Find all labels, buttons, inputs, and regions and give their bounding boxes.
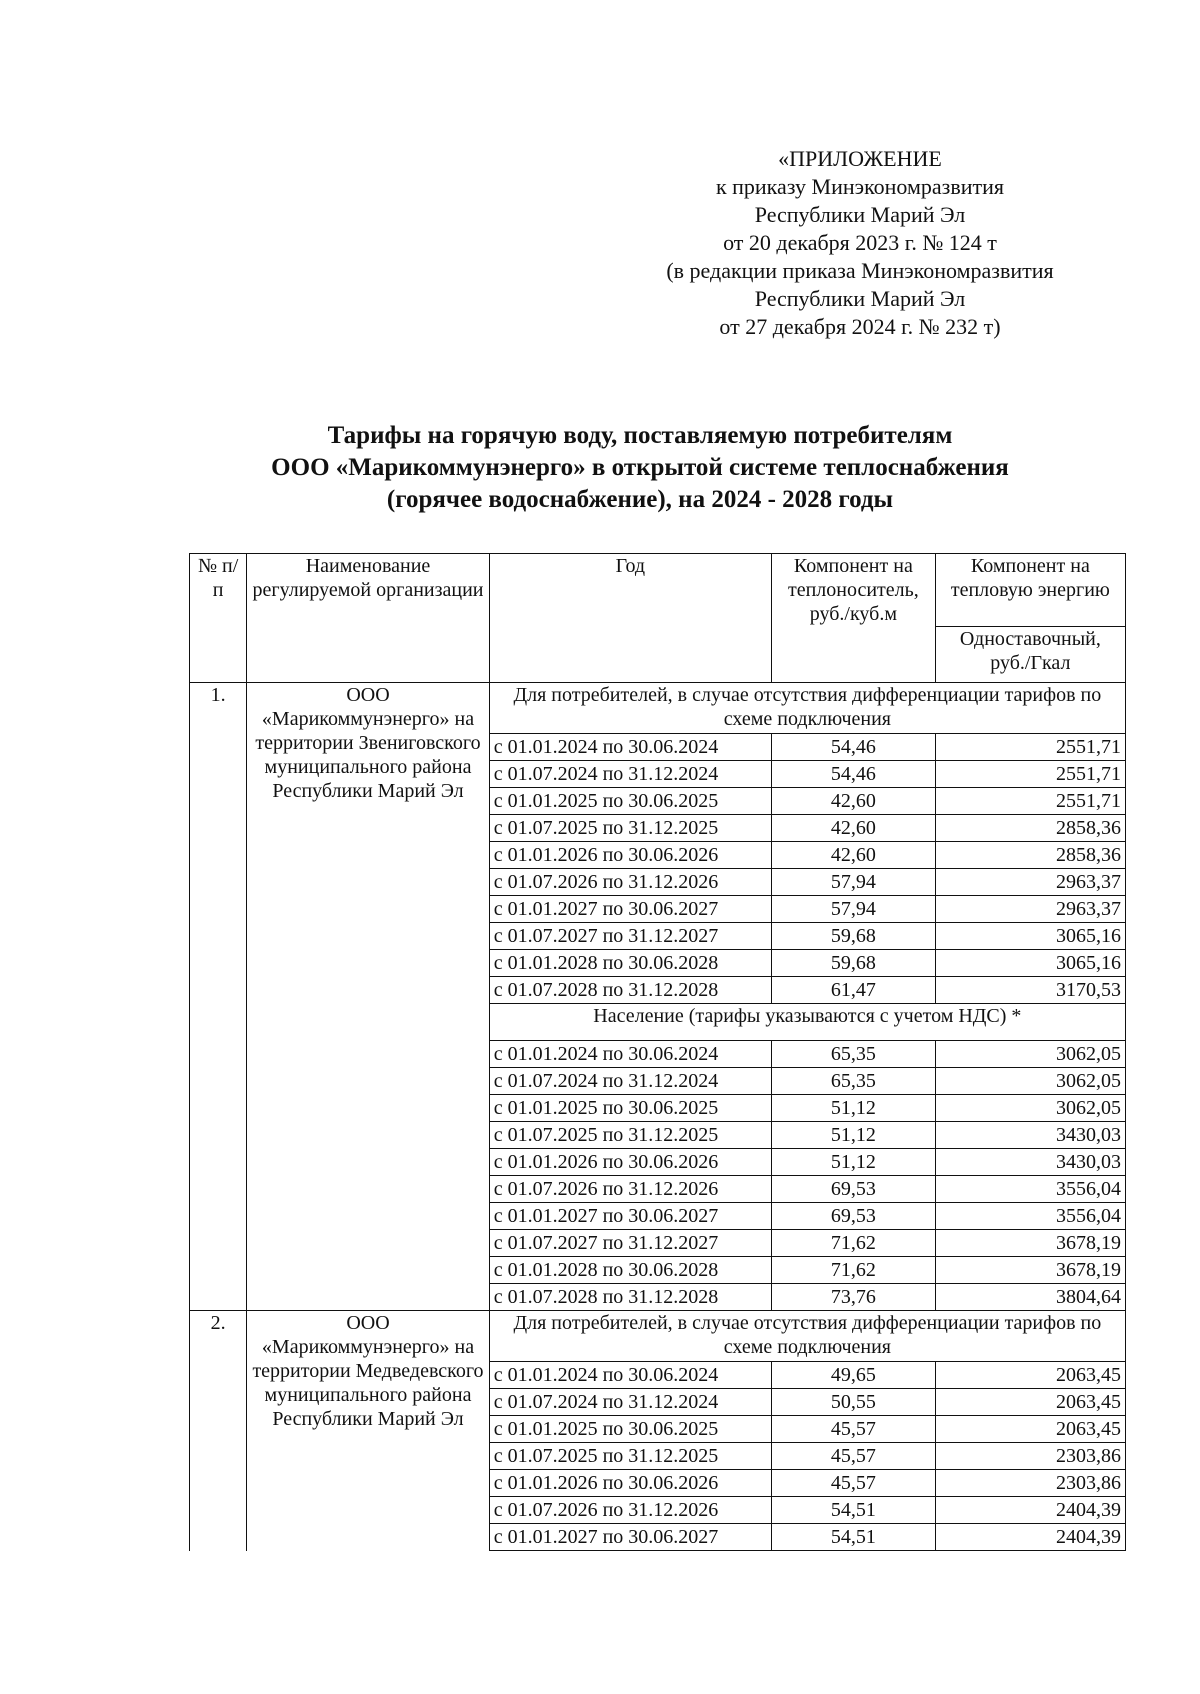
col-header-energy: Компонент на тепловую энергию bbox=[935, 554, 1125, 627]
period-cell: с 01.07.2024 по 31.12.2024 bbox=[489, 1389, 771, 1416]
period-cell: с 01.07.2028 по 31.12.2028 bbox=[489, 1284, 771, 1311]
section-organization: ООО «Марикоммунэнерго» на территории Звениговского муниципального района Республики Марий Эл bbox=[247, 683, 489, 1311]
energy-cell: 2551,71 bbox=[935, 761, 1125, 788]
period-cell: с 01.01.2027 по 30.06.2027 bbox=[489, 896, 771, 923]
carrier-cell: 57,94 bbox=[772, 896, 936, 923]
carrier-cell: 54,51 bbox=[772, 1524, 936, 1551]
header-line: Республики Марий Эл bbox=[754, 286, 966, 311]
period-cell: с 01.07.2024 по 31.12.2024 bbox=[489, 761, 771, 788]
energy-cell: 3430,03 bbox=[935, 1122, 1125, 1149]
section-number: 2. bbox=[190, 1311, 247, 1551]
energy-cell: 3804,64 bbox=[935, 1284, 1125, 1311]
energy-cell: 2063,45 bbox=[935, 1362, 1125, 1389]
energy-cell: 2404,39 bbox=[935, 1497, 1125, 1524]
energy-cell: 3678,19 bbox=[935, 1257, 1125, 1284]
carrier-cell: 65,35 bbox=[772, 1068, 936, 1095]
carrier-cell: 45,57 bbox=[772, 1416, 936, 1443]
title-line: ООО «Марикоммунэнерго» в открытой системе теплоснабжения bbox=[271, 454, 1009, 481]
group-label: Население (тарифы указываются с учетом НДС) * bbox=[489, 1004, 1125, 1041]
section-number: 1. bbox=[190, 683, 247, 1311]
energy-cell: 3062,05 bbox=[935, 1041, 1125, 1068]
carrier-cell: 54,46 bbox=[772, 734, 936, 761]
energy-cell: 3430,03 bbox=[935, 1149, 1125, 1176]
carrier-cell: 65,35 bbox=[772, 1041, 936, 1068]
energy-cell: 2551,71 bbox=[935, 734, 1125, 761]
period-cell: с 01.01.2025 по 30.06.2025 bbox=[489, 788, 771, 815]
carrier-cell: 51,12 bbox=[772, 1095, 936, 1122]
period-cell: с 01.01.2026 по 30.06.2026 bbox=[489, 842, 771, 869]
carrier-cell: 57,94 bbox=[772, 869, 936, 896]
period-cell: с 01.07.2024 по 31.12.2024 bbox=[489, 1068, 771, 1095]
title-line: Тарифы на горячую воду, поставляемую потребителям bbox=[327, 422, 953, 449]
energy-cell: 3062,05 bbox=[935, 1095, 1125, 1122]
energy-cell: 2404,39 bbox=[935, 1524, 1125, 1551]
carrier-cell: 45,57 bbox=[772, 1470, 936, 1497]
carrier-cell: 51,12 bbox=[772, 1149, 936, 1176]
period-cell: с 01.07.2027 по 31.12.2027 bbox=[489, 1230, 771, 1257]
period-cell: с 01.01.2025 по 30.06.2025 bbox=[489, 1416, 771, 1443]
col-header-org: Наименование регулируемой организации bbox=[247, 554, 489, 683]
group-label-row bbox=[190, 1311, 1126, 1362]
energy-cell: 2303,86 bbox=[935, 1443, 1125, 1470]
period-cell: с 01.01.2024 по 30.06.2024 bbox=[489, 1362, 771, 1389]
table-header-row bbox=[190, 554, 1126, 627]
carrier-cell: 73,76 bbox=[772, 1284, 936, 1311]
header-line: Республики Марий Эл bbox=[754, 202, 966, 227]
col-header-year: Год bbox=[489, 554, 771, 683]
carrier-cell: 54,46 bbox=[772, 761, 936, 788]
period-cell: с 01.01.2027 по 30.06.2027 bbox=[489, 1203, 771, 1230]
section-organization: ООО «Марикоммунэнерго» на территории Медведевского муниципального района Республики Марий Эл bbox=[247, 1311, 489, 1551]
period-cell: с 01.07.2026 по 31.12.2026 bbox=[489, 869, 771, 896]
energy-cell: 3556,04 bbox=[935, 1176, 1125, 1203]
period-cell: с 01.01.2024 по 30.06.2024 bbox=[489, 734, 771, 761]
carrier-cell: 42,60 bbox=[772, 788, 936, 815]
energy-cell: 2858,36 bbox=[935, 815, 1125, 842]
col-header-carrier: Компонент на теплоноситель, руб./куб.м bbox=[772, 554, 936, 683]
period-cell: с 01.01.2024 по 30.06.2024 bbox=[489, 1041, 771, 1068]
carrier-cell: 69,53 bbox=[772, 1203, 936, 1230]
header-line: от 20 декабря 2023 г. № 124 т bbox=[723, 230, 997, 255]
period-cell: с 01.07.2025 по 31.12.2025 bbox=[489, 815, 771, 842]
header-line: «ПРИЛОЖЕНИЕ bbox=[778, 146, 942, 171]
period-cell: с 01.01.2026 по 30.06.2026 bbox=[489, 1470, 771, 1497]
title-line: (горячее водоснабжение), на 2024 - 2028 годы bbox=[386, 486, 894, 513]
tariff-table bbox=[189, 553, 1126, 1551]
energy-cell: 2963,37 bbox=[935, 896, 1125, 923]
period-cell: с 01.07.2028 по 31.12.2028 bbox=[489, 977, 771, 1004]
header-line: (в редакции приказа Минэкономразвития bbox=[666, 258, 1054, 283]
period-cell: с 01.07.2026 по 31.12.2026 bbox=[489, 1176, 771, 1203]
energy-cell: 2063,45 bbox=[935, 1416, 1125, 1443]
period-cell: с 01.01.2026 по 30.06.2026 bbox=[489, 1149, 771, 1176]
col-header-energy-sub: Одноставочный, руб./Гкал bbox=[935, 627, 1125, 683]
energy-cell: 2963,37 bbox=[935, 869, 1125, 896]
appendix-header bbox=[600, 145, 1120, 341]
energy-cell: 2858,36 bbox=[935, 842, 1125, 869]
col-header-num: № п/п bbox=[190, 554, 247, 683]
period-cell: с 01.01.2028 по 30.06.2028 bbox=[489, 1257, 771, 1284]
carrier-cell: 54,51 bbox=[772, 1497, 936, 1524]
period-cell: с 01.07.2025 по 31.12.2025 bbox=[489, 1443, 771, 1470]
carrier-cell: 45,57 bbox=[772, 1443, 936, 1470]
carrier-cell: 42,60 bbox=[772, 815, 936, 842]
period-cell: с 01.07.2025 по 31.12.2025 bbox=[489, 1122, 771, 1149]
header-line: от 27 декабря 2024 г. № 232 т) bbox=[719, 314, 1001, 339]
group-label: Для потребителей, в случае отсутствия дифференциации тарифов по схеме подключения bbox=[489, 1311, 1125, 1362]
header-line: к приказу Минэкономразвития bbox=[715, 174, 1005, 199]
carrier-cell: 50,55 bbox=[772, 1389, 936, 1416]
carrier-cell: 51,12 bbox=[772, 1122, 936, 1149]
energy-cell: 3170,53 bbox=[935, 977, 1125, 1004]
energy-cell: 2551,71 bbox=[935, 788, 1125, 815]
period-cell: с 01.07.2027 по 31.12.2027 bbox=[489, 923, 771, 950]
period-cell: с 01.01.2028 по 30.06.2028 bbox=[489, 950, 771, 977]
group-label: Для потребителей, в случае отсутствия дифференциации тарифов по схеме подключения bbox=[489, 683, 1125, 734]
energy-cell: 3062,05 bbox=[935, 1068, 1125, 1095]
period-cell: с 01.01.2027 по 30.06.2027 bbox=[489, 1524, 771, 1551]
carrier-cell: 71,62 bbox=[772, 1257, 936, 1284]
carrier-cell: 49,65 bbox=[772, 1362, 936, 1389]
carrier-cell: 42,60 bbox=[772, 842, 936, 869]
energy-cell: 2303,86 bbox=[935, 1470, 1125, 1497]
energy-cell: 3556,04 bbox=[935, 1203, 1125, 1230]
energy-cell: 3065,16 bbox=[935, 923, 1125, 950]
period-cell: с 01.01.2025 по 30.06.2025 bbox=[489, 1095, 771, 1122]
document-title bbox=[190, 420, 1090, 516]
group-label-row bbox=[190, 683, 1126, 734]
carrier-cell: 59,68 bbox=[772, 923, 936, 950]
energy-cell: 3678,19 bbox=[935, 1230, 1125, 1257]
carrier-cell: 71,62 bbox=[772, 1230, 936, 1257]
carrier-cell: 59,68 bbox=[772, 950, 936, 977]
carrier-cell: 69,53 bbox=[772, 1176, 936, 1203]
carrier-cell: 61,47 bbox=[772, 977, 936, 1004]
energy-cell: 2063,45 bbox=[935, 1389, 1125, 1416]
energy-cell: 3065,16 bbox=[935, 950, 1125, 977]
period-cell: с 01.07.2026 по 31.12.2026 bbox=[489, 1497, 771, 1524]
